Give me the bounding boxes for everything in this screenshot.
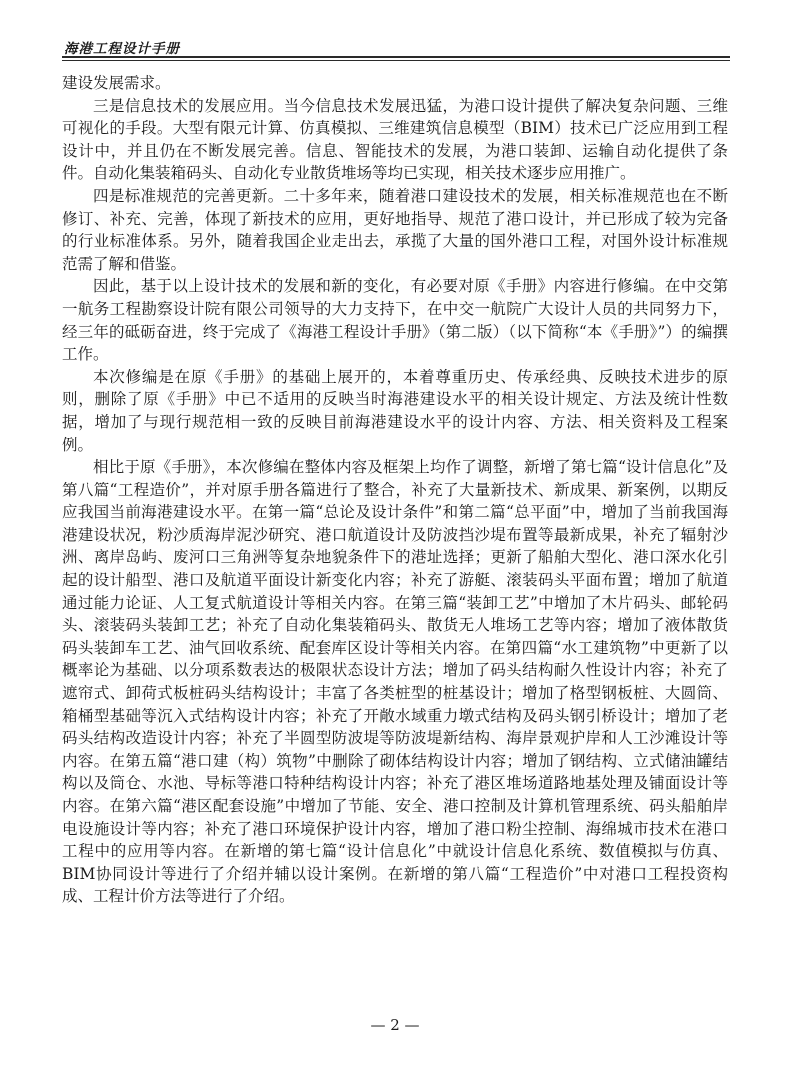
paragraph-revision-reason: 因此，基于以上设计技术的发展和新的变化，有必要对原《手册》内容进行修编。在中交第一航务工程勘察设计院有限公司领导的大力支持下，在中交一航院广大设计人员的共同努力下，经三年的砥砺奋进，终于完成了《海港工程设计手册》（第二版）（以下简称“本《手册》”）的编撰工作。 xyxy=(62,277,728,364)
page-number: — 2 — xyxy=(370,1016,420,1034)
header-rule-thin xyxy=(62,60,730,61)
paragraph-revision-details: 相比于原《手册》，本次修编在整体内容及框架上均作了调整，新增了第七篇“设计信息化”及第八篇“工程造价”，并对原手册各篇进行了整合，补充了大量新技术、新成果、新案例，以期反应我国当前海港建设水平。在第一篇“总论及设计条件”和第二篇“总平面”中，增加了当前我国海港建设状况，粉沙质海岸泥沙研究、港口航道设计及防波挡沙堤布置等最新成果，补充了辐射沙洲、离岸岛屿、废河口三角洲等复杂地貌条件下的港址选择；更新了船舶大型化、港口深水化引起的设计船型、港口及航道平面设计新变化内容；补充了游艇、滚装码头平面布置；增加了航道通过能力论证、人工复式航道设计等相关内容。在第三篇“装卸工艺”中增加了木片码头、邮轮码头、滚装码头装卸工艺；补充了自动化集装箱码头、散货无人堆场工艺等内容；增加了液体散货码头装卸车工艺、油气回收系统、配套库区设计等相关内容。在第四篇“水工建筑物”中更新了以概率论为基础、以分项系数表达的极限状态设计方法；增加了码头结构耐久性设计内容；补充了遮帘式、卸荷式板桩码头结构设计；丰富了各类桩型的桩基设计；增加了格型钢板桩、大圆筒、箱桶型基础等沉入式结构设计内容；补充了开敞水域重力墩式结构及码头钢引桥设计；增加了老码头结构改造设计内容；补充了半圆型防波堤等防波堤新结构、海岸景观护岸和人工沙滩设计等内容。在第五篇“港口建（构）筑物”中删除了砌体结构设计内容；增加了钢结构、立式储油罐结构以及筒仓、水池、导标等港口特种结构设计内容；补充了港区堆场道路地基处理及铺面设计等内容。在第六篇“港区配套设施”中增加了节能、安全、港口控制及计算机管理系统、码头船舶岸电设施设计等内容；补充了港口环境保护设计内容，增加了港口粉尘控制、海绵城市技术在港口工程中的应用等内容。在新增的第七篇“设计信息化”中就设计信息化系统、数值模拟与仿真、BIM协同设计等进行了介绍并辅以设计案例。在新增的第八篇“工程造价”中对港口工程投资构成、工程计价方法等进行了介绍。 xyxy=(62,458,728,906)
paragraph-revision-basis: 本次修编是在原《手册》的基础上展开的，本着尊重历史、传承经典、反映技术进步的原则，删除了原《手册》中已不适用的反映当时海港建设水平的相关设计规定、方法及统计性数据，增加了与现行规范相一致的反映目前海港建设水平的设计内容、方法、相关资料及工程案例。 xyxy=(62,367,728,454)
header-rule-thick xyxy=(62,56,730,58)
body-text xyxy=(62,72,728,908)
paragraph-standards: 四是标准规范的完善更新。二十多年来，随着港口建设技术的发展，相关标准规范也在不断修订、补充、完善，体现了新技术的应用，更好地指导、规范了港口设计，并已形成了较为完备的行业标准体系。另外，随着我国企业走出去，承揽了大量的国外港口工程，对国外设计标准规范需了解和借鉴。 xyxy=(62,186,728,273)
running-header-title: 海港工程设计手册 xyxy=(64,41,180,57)
paragraph-info-tech: 三是信息技术的发展应用。当今信息技术发展迅猛，为港口设计提供了解决复杂问题、三维可视化的手段。大型有限元计算、仿真模拟、三维建筑信息模型（BIM）技术已广泛应用到工程设计中，并且仍在不断发展完善。信息、智能技术的发展，为港口装卸、运输自动化提供了条件。自动化集装箱码头、自动化专业散货堆场等均已实现，相关技术逐步应用推广。 xyxy=(62,96,728,183)
running-header xyxy=(62,34,730,56)
paragraph-continued: 建设发展需求。 xyxy=(62,74,171,92)
